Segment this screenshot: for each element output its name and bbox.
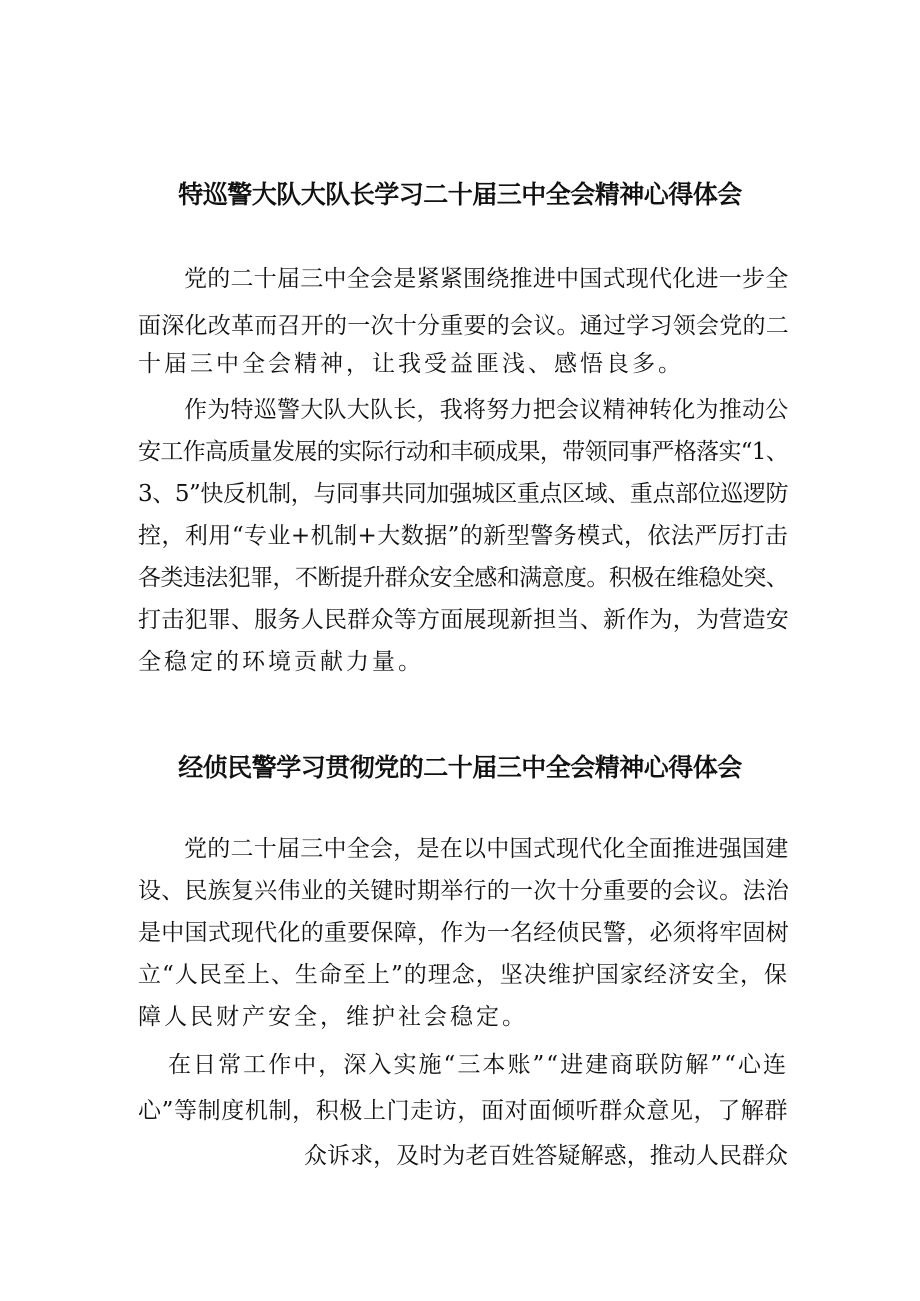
text-line: 各类违法犯罪，不断提升群众安全感和满意度。积极在维稳处突、 (138, 565, 788, 591)
text-line: 众诉求，及时为老百姓答疑解惑，推动人民群众 (304, 1143, 788, 1169)
text-line: 障人民财产安全，维护社会稳定。 (138, 1004, 528, 1030)
text-line: 党的二十届三中全会，是在以中国式现代化全面推进强国建 (184, 836, 789, 862)
text-line: 面深化改革而召开的一次十分重要的会议。通过学习领会党的二 (138, 313, 789, 339)
article-1-title: 特巡警大队大队长学习二十届三中全会精神心得体会 (178, 180, 742, 209)
text-line: 设、民族复兴伟业的关键时期举行的一次十分重要的会议。法治 (138, 878, 789, 904)
text-line: 控，利用“专业+机制+大数据”的新型警务模式，依法严厉打击 (138, 523, 788, 549)
text-line: 3、5”快反机制，与同事共同加强城区重点区域、重点部位巡逻防 (138, 481, 788, 507)
article-2-title: 经侦民警学习贯彻党的二十届三中全会精神心得体会 (178, 753, 742, 782)
text-line: 在日常工作中，深入实施“三本账”“进建商联防解”“心连 (168, 1052, 788, 1078)
text-line: 打击犯罪、服务人民群众等方面展现新担当、新作为，为营造安 (138, 607, 789, 633)
text-line: 作为特巡警大队大队长，我将努力把会议精神转化为推动公 (184, 397, 789, 423)
text-line: 安工作高质量发展的实际行动和丰硕成果，带领同事严格落实“1、 (138, 439, 788, 465)
text-line: 十届三中全会精神，让我受益匪浅、感悟良多。 (138, 351, 684, 377)
text-line: 心”等制度机制，积极上门走访，面对面倾听群众意见，了解群 (138, 1098, 788, 1124)
text-line: 党的二十届三中全会是紧紧围绕推进中国式现代化进一步全 (184, 266, 789, 292)
text-line: 立“人民至上、生命至上”的理念，坚决维护国家经济安全，保 (138, 962, 788, 988)
text-line: 是中国式现代化的重要保障，作为一名经侦民警，必须将牢固树 (138, 920, 789, 946)
text-line: 全稳定的环境贡献力量。 (138, 649, 424, 675)
